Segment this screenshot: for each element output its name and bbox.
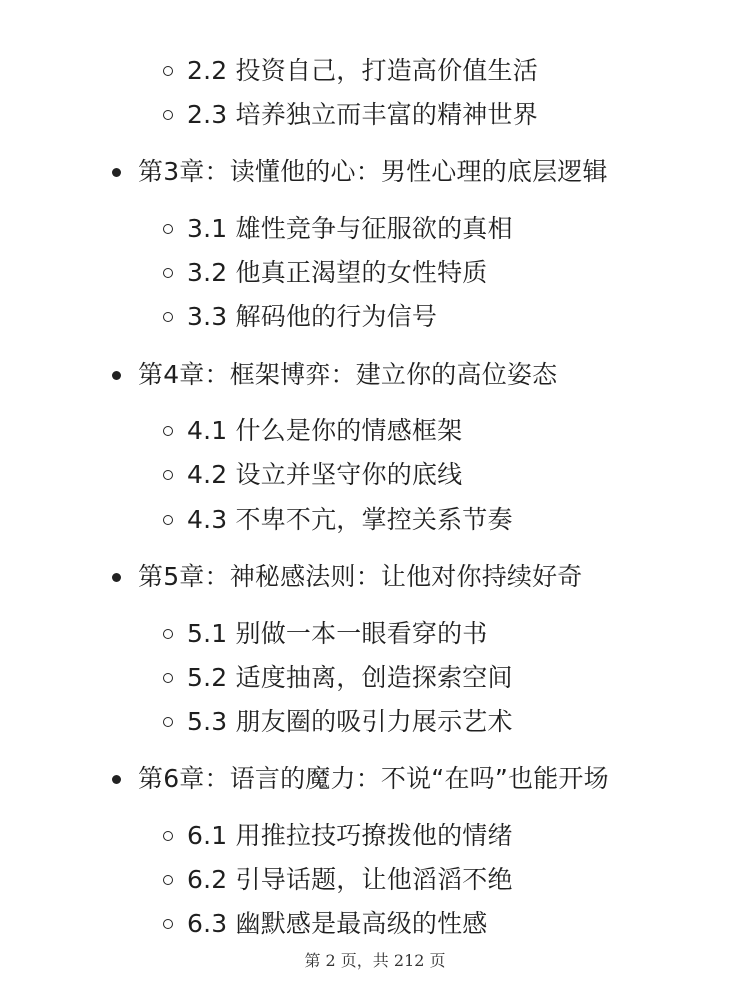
section-label: 3.2 他真正渴望的女性特质 [187, 258, 488, 287]
section-label: 3.1 雄性竞争与征服欲的真相 [187, 214, 513, 243]
circle-bullet-icon [163, 919, 173, 929]
section-label: 5.1 别做一本一眼看穿的书 [187, 619, 488, 648]
circle-bullet-icon [163, 515, 173, 525]
disc-bullet-icon [112, 168, 121, 177]
list-item-section [163, 661, 513, 695]
disc-bullet-icon [112, 371, 121, 380]
list-item-section [163, 54, 538, 88]
circle-bullet-icon [163, 629, 173, 639]
section-label: 2.2 投资自己，打造高价值生活 [187, 56, 538, 85]
chapter-label: 第5章：神秘感法则：让他对你持续好奇 [138, 562, 583, 591]
circle-bullet-icon [163, 831, 173, 841]
section-label: 4.2 设立并坚守你的底线 [187, 460, 463, 489]
section-label: 5.2 适度抽离，创造探索空间 [187, 663, 513, 692]
circle-bullet-icon [163, 673, 173, 683]
chapter-label: 第4章：框架博弈：建立你的高位姿态 [138, 360, 558, 389]
circle-bullet-icon [163, 224, 173, 234]
section-label: 2.3 培养独立而丰富的精神世界 [187, 100, 538, 129]
disc-bullet-icon [112, 573, 121, 582]
list-item-section [163, 414, 462, 448]
section-label: 6.2 引导话题，让他滔滔不绝 [187, 865, 513, 894]
chapter-label: 第6章：语言的魔力：不说“在吗”也能开场 [138, 764, 609, 793]
section-label: 4.1 什么是你的情感框架 [187, 416, 463, 445]
list-item-section [163, 617, 488, 651]
circle-bullet-icon [163, 312, 173, 322]
list-item-section [163, 705, 513, 739]
list-item-chapter [112, 560, 583, 594]
list-item-section [163, 300, 437, 334]
section-label: 4.3 不卑不亢，掌控关系节奏 [187, 505, 513, 534]
disc-bullet-icon [112, 775, 121, 784]
list-item-chapter [112, 762, 609, 796]
list-item-section [163, 212, 513, 246]
section-label: 6.3 幽默感是最高级的性感 [187, 909, 488, 938]
list-item-chapter [112, 358, 557, 392]
circle-bullet-icon [163, 66, 173, 76]
list-item-chapter [112, 155, 608, 189]
circle-bullet-icon [163, 717, 173, 727]
circle-bullet-icon [163, 875, 173, 885]
list-item-section [163, 819, 513, 853]
section-label: 5.3 朋友圈的吸引力展示艺术 [187, 707, 513, 736]
list-item-section [163, 503, 513, 537]
list-item-section [163, 98, 538, 132]
list-item-section [163, 458, 462, 492]
circle-bullet-icon [163, 110, 173, 120]
circle-bullet-icon [163, 426, 173, 436]
section-label: 3.3 解码他的行为信号 [187, 302, 438, 331]
circle-bullet-icon [163, 470, 173, 480]
list-item-section [163, 863, 513, 897]
circle-bullet-icon [163, 268, 173, 278]
page-number-footer: 第 2 页，共 212 页 [304, 951, 446, 970]
chapter-label: 第3章：读懂他的心：男性心理的底层逻辑 [138, 157, 608, 186]
section-label: 6.1 用推拉技巧撩拨他的情绪 [187, 821, 513, 850]
list-item-section [163, 907, 488, 941]
list-item-section [163, 256, 488, 290]
